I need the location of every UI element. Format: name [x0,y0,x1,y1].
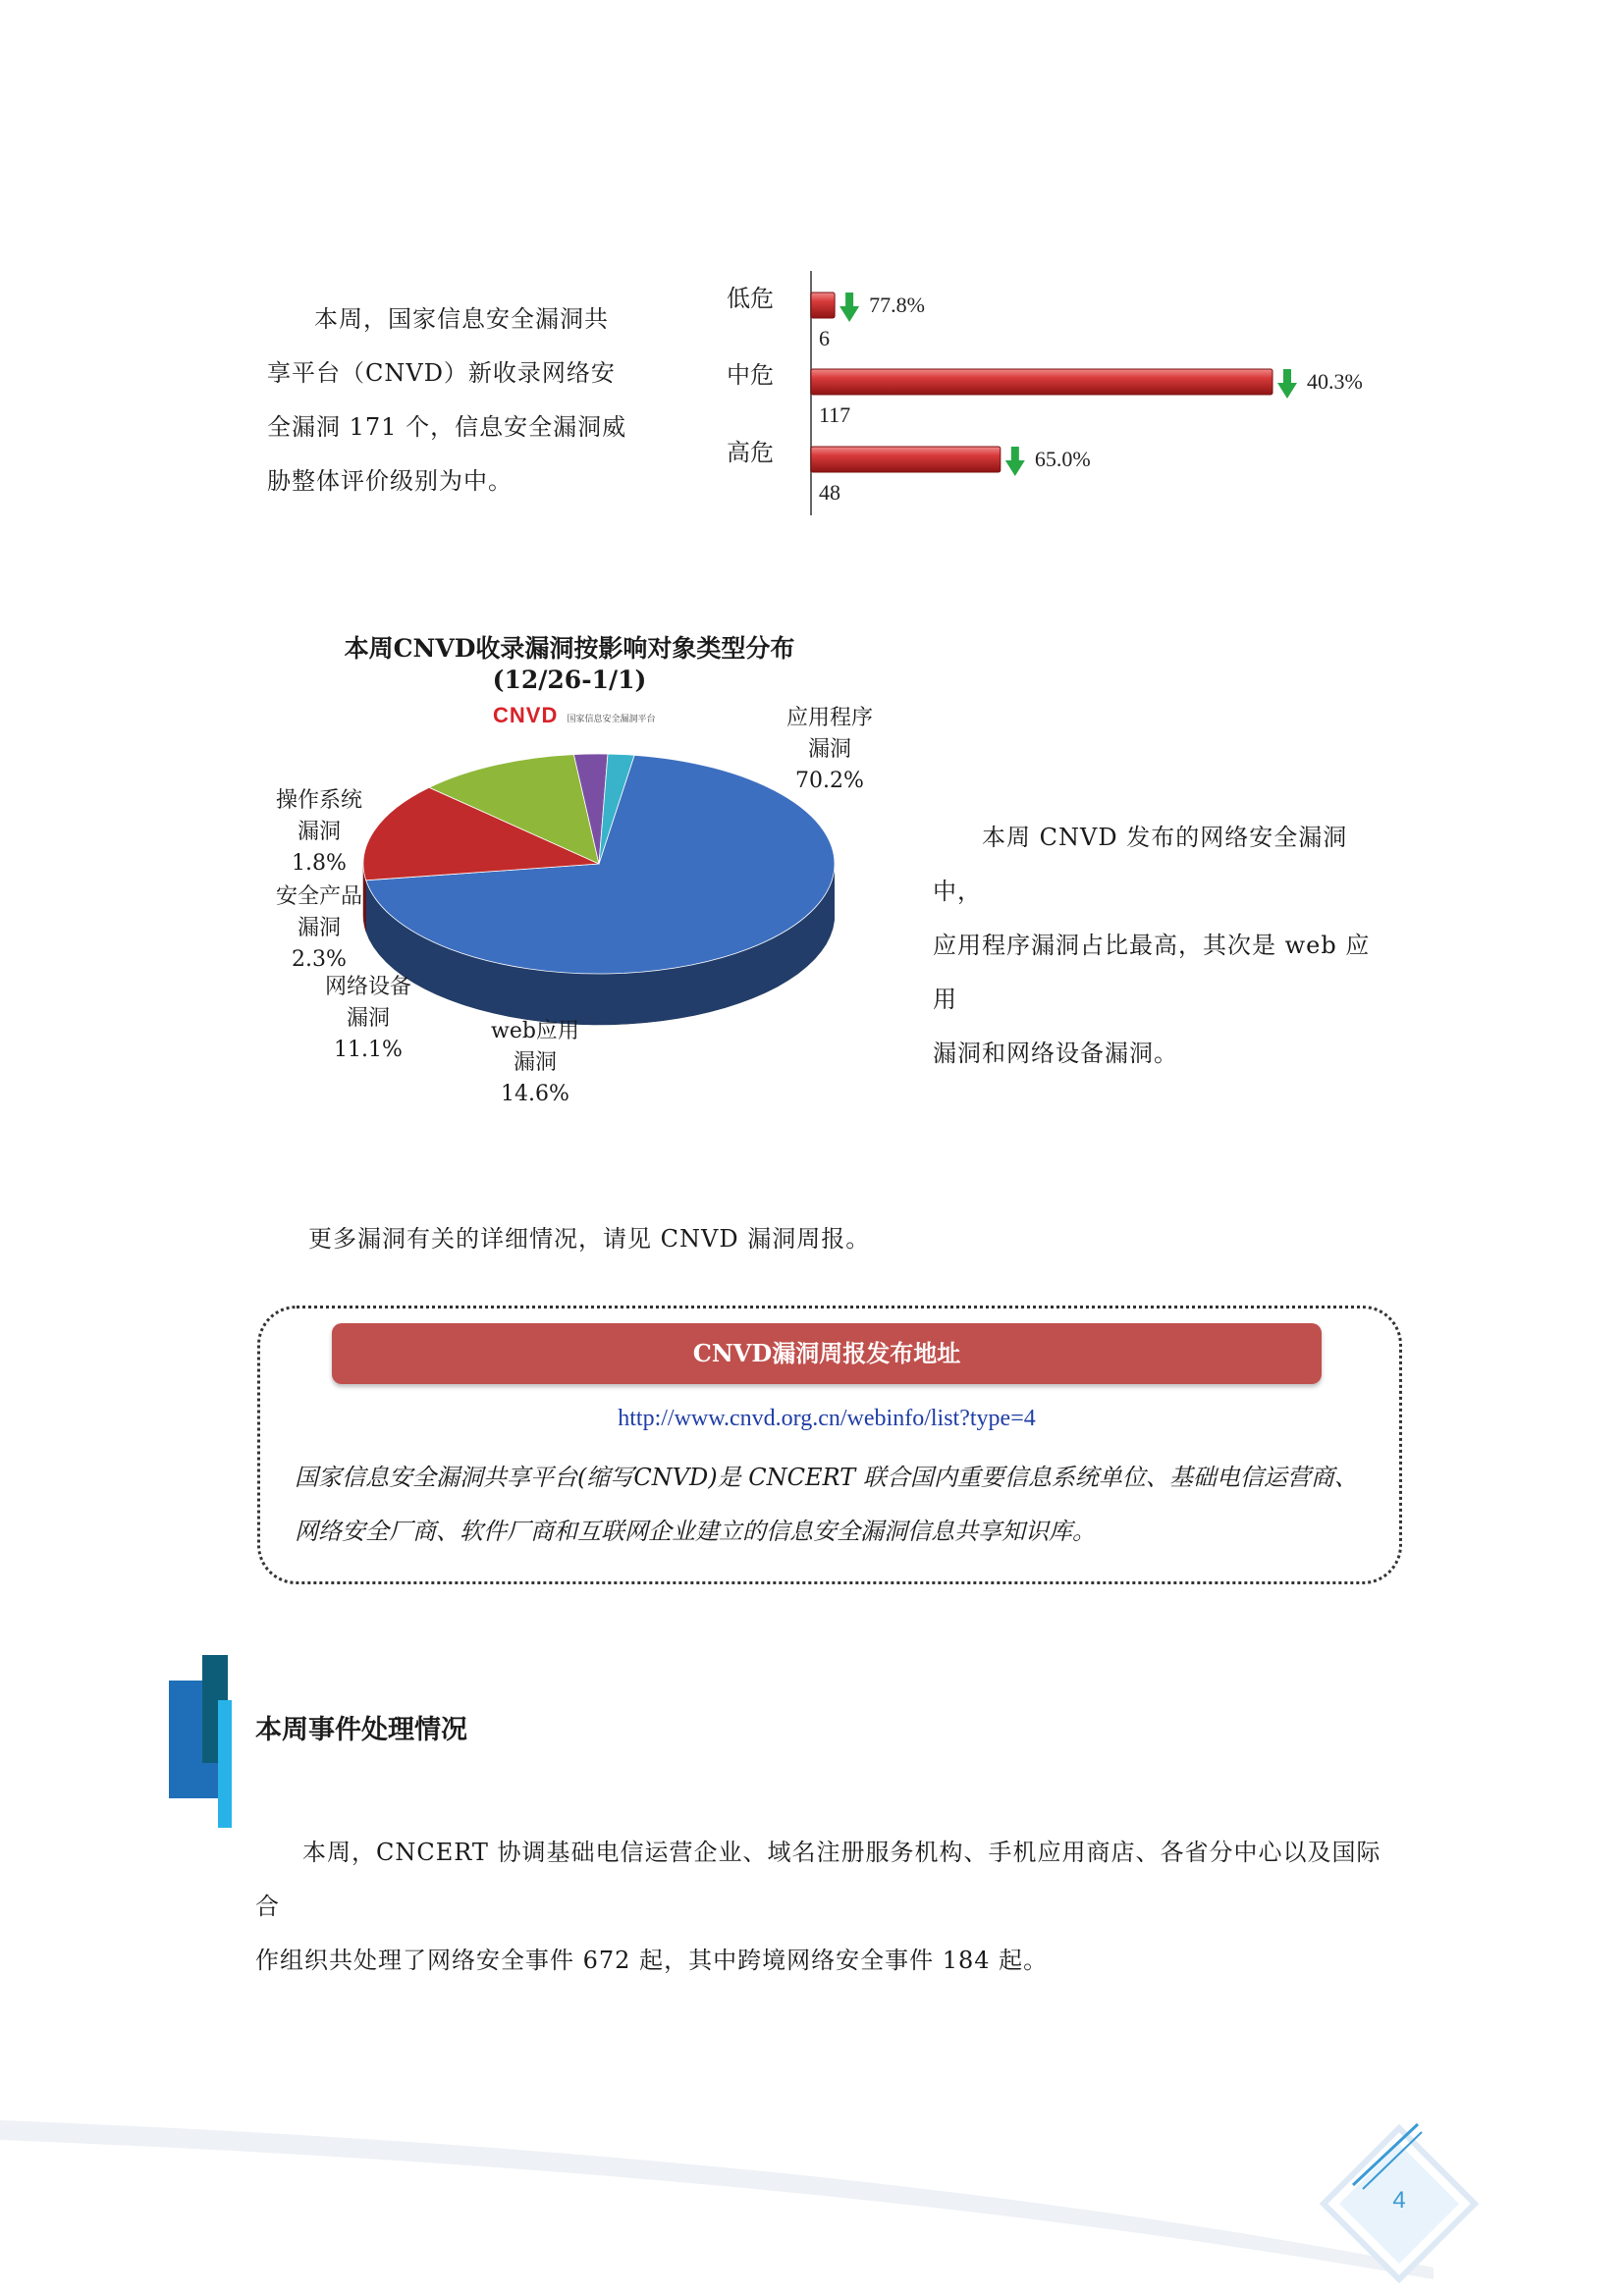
bar-change-label: 77.8% [869,293,925,317]
down-arrow-icon [1005,447,1025,476]
intro-paragraph [267,293,679,508]
down-arrow-icon [839,293,859,322]
pie-title-sub: (12/26-1/1) [492,666,647,694]
pie-chart-title [295,633,844,696]
pie-desc-line: 应用程序漏洞占比最高，其次是 web 应用 [933,932,1371,1013]
bar-1 [811,369,1272,395]
bar-value-label: 48 [819,480,840,505]
pie-title-main: 本周CNVD收录漏洞按影响对象类型分布 [344,634,795,663]
pie-label-network [299,972,437,1066]
pie-desc-line: 漏洞和网络设备漏洞。 [933,1040,1178,1067]
pie-label-pct: 1.8% [292,851,347,876]
more-info-text: 更多漏洞有关的详细情况，请见 CNVD 漏洞周报。 [308,1225,871,1253]
cnvd-info-desc-line: 网络安全厂商、软件厂商和互联网企业建立的信息安全漏洞信息共享知识库。 [295,1518,1096,1545]
pie-label-line: 漏洞 [513,1050,557,1075]
section-title: 本周事件处理情况 [255,1715,467,1745]
cnvd-info-desc [295,1451,1384,1559]
cnvd-info-desc-line: 国家信息安全漏洞共享平台(缩写CNVD)是 CNCERT 联合国内重要信息系统单位、基础电信运营商、 [295,1464,1358,1491]
severity-bar-chart [717,265,1443,520]
cnvd-weekly-link[interactable]: http://www.cnvd.org.cn/webinfo/list?type=4 [618,1406,1036,1431]
cnvd-info-box-header: CNVD漏洞周报发布地址 [332,1323,1322,1384]
bar-2 [811,447,1001,472]
pie-label-line: web应用 [491,1019,579,1043]
bar-change-label: 65.0% [1034,447,1091,471]
cnvd-logo [493,703,660,728]
bar-category-label: 低危 [727,285,774,312]
bar-0 [811,293,835,318]
pie-label-line: 漏洞 [807,737,851,762]
intro-line: 胁整体评价级别为中。 [267,467,513,495]
pie-label-web [466,1016,604,1110]
pie-label-line: 网络设备 [324,975,411,999]
bar-value-label: 117 [819,402,851,427]
pie-description [933,811,1394,1081]
pie-label-line: 安全产品 [275,884,362,909]
pie-label-line: 应用程序 [785,706,873,730]
bar-value-label: 6 [819,326,830,350]
pie-label-pct: 14.6% [501,1082,569,1106]
pie-desc-line: 本周 CNVD 发布的网络安全漏洞中， [933,824,1348,905]
pie-label-os [250,785,388,880]
pie-label-pct: 2.3% [292,947,347,972]
bar-change-label: 40.3% [1307,369,1363,394]
pie-label-app [756,703,903,797]
pie-label-line: 操作系统 [275,788,362,813]
pie-label-line: 漏洞 [346,1006,390,1031]
pie-label-pct: 70.2% [795,769,864,793]
down-arrow-icon [1277,369,1297,399]
pie-label-pct: 11.1% [334,1038,403,1062]
pie-label-security [250,881,388,976]
section-line: 作组织共处理了网络安全事件 672 起，其中跨境网络安全事件 184 起。 [255,1947,1049,1974]
section-line: 本周，CNCERT 协调基础电信运营企业、域名注册服务机构、手机应用商店、各省分中心以及国际合 [255,1839,1381,1920]
intro-line: 本周，国家信息安全漏洞共 [314,305,609,333]
intro-line: 享平台（CNVD）新收录网络安 [267,359,616,387]
section-decoration [169,1655,238,1832]
cnvd-logo-subtext: 国家信息安全漏洞平台 [567,715,656,724]
page-number: 4 [1392,2187,1406,2214]
section-paragraph [255,1826,1404,1988]
intro-line: 全漏洞 171 个，信息安全漏洞威 [267,413,627,441]
bar-category-label: 高危 [727,439,774,466]
bar-category-label: 中危 [727,361,774,389]
cnvd-logo-text: CNVD [493,703,559,727]
pie-label-line: 漏洞 [297,820,341,844]
pie-label-line: 漏洞 [297,916,341,940]
